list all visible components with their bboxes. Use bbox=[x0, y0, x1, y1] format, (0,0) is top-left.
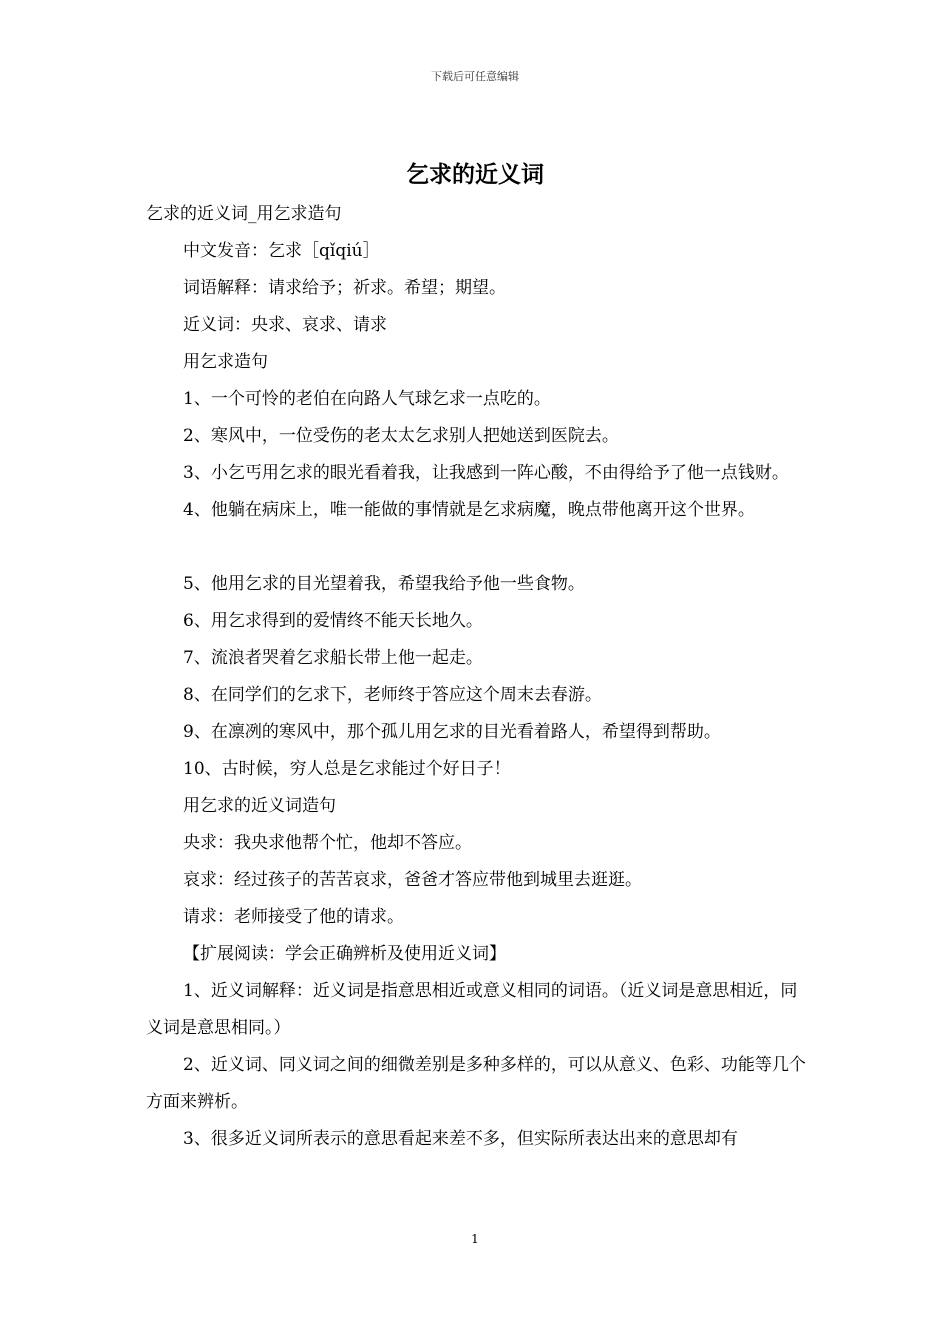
paragraph: 5、他用乞求的目光望着我，希望我给予他一些食物。 bbox=[183, 574, 585, 594]
paragraph: 9、在凛冽的寒风中，那个孤儿用乞求的目光看着路人，希望得到帮助。 bbox=[183, 722, 721, 742]
paragraph: 【扩展阅读：学会正确辨析及使用近义词】 bbox=[183, 944, 506, 964]
paragraph: 1、一个可怜的老伯在向路人气球乞求一点吃的。 bbox=[183, 389, 551, 409]
paragraph: 中文发音：乞求［qǐqiú］ bbox=[183, 241, 380, 261]
paragraph: 2、寒风中，一位受伤的老太太乞求别人把她送到医院去。 bbox=[183, 426, 619, 446]
paragraph: 用乞求造句 bbox=[183, 352, 268, 372]
paragraph: 1、近义词解释：近义词是指意思相近或意义相同的词语。（近义词是意思相近，同义词是意思相同。） bbox=[146, 981, 798, 1038]
paragraph: 乞求的近义词_用乞求造句 bbox=[146, 204, 342, 224]
blank-line bbox=[146, 529, 814, 566]
paragraph: 2、近义词、同义词之间的细微差别是多种多样的，可以从意义、色彩、功能等几个方面来辨析。 bbox=[146, 1055, 806, 1112]
paragraph: 请求：老师接受了他的请求。 bbox=[183, 907, 404, 927]
paragraph: 央求：我央求他帮个忙，他却不答应。 bbox=[183, 833, 472, 853]
paragraph: 词语解释：请求给予；祈求。希望；期望。 bbox=[183, 278, 506, 298]
paragraph: 用乞求的近义词造句 bbox=[183, 796, 336, 816]
paragraph: 近义词：央求、哀求、请求 bbox=[183, 315, 387, 335]
page-number: 1 bbox=[471, 1232, 479, 1246]
paragraph: 哀求：经过孩子的苦苦哀求，爸爸才答应带他到城里去逛逛。 bbox=[183, 870, 642, 890]
paragraph: 4、他躺在病床上，唯一能做的事情就是乞求病魔，晚点带他离开这个世界。 bbox=[183, 500, 755, 520]
document-title: 乞求的近义词 bbox=[406, 162, 544, 188]
header-note: 下载后可任意编辑 bbox=[431, 70, 519, 83]
paragraph: 8、在同学们的乞求下，老师终于答应这个周末去春游。 bbox=[183, 685, 602, 705]
paragraph: 3、很多近义词所表示的意思看起来差不多，但实际所表达出来的意思却有 bbox=[183, 1129, 738, 1149]
document-body bbox=[146, 196, 814, 1158]
paragraph: 7、流浪者哭着乞求船长带上他一起走。 bbox=[183, 648, 483, 668]
paragraph: 6、用乞求得到的爱情终不能天长地久。 bbox=[183, 611, 483, 631]
paragraph: 3、小乞丐用乞求的眼光看着我，让我感到一阵心酸，不由得给予了他一点钱财。 bbox=[183, 463, 789, 483]
paragraph: 10、古时候，穷人总是乞求能过个好日子！ bbox=[183, 759, 511, 779]
